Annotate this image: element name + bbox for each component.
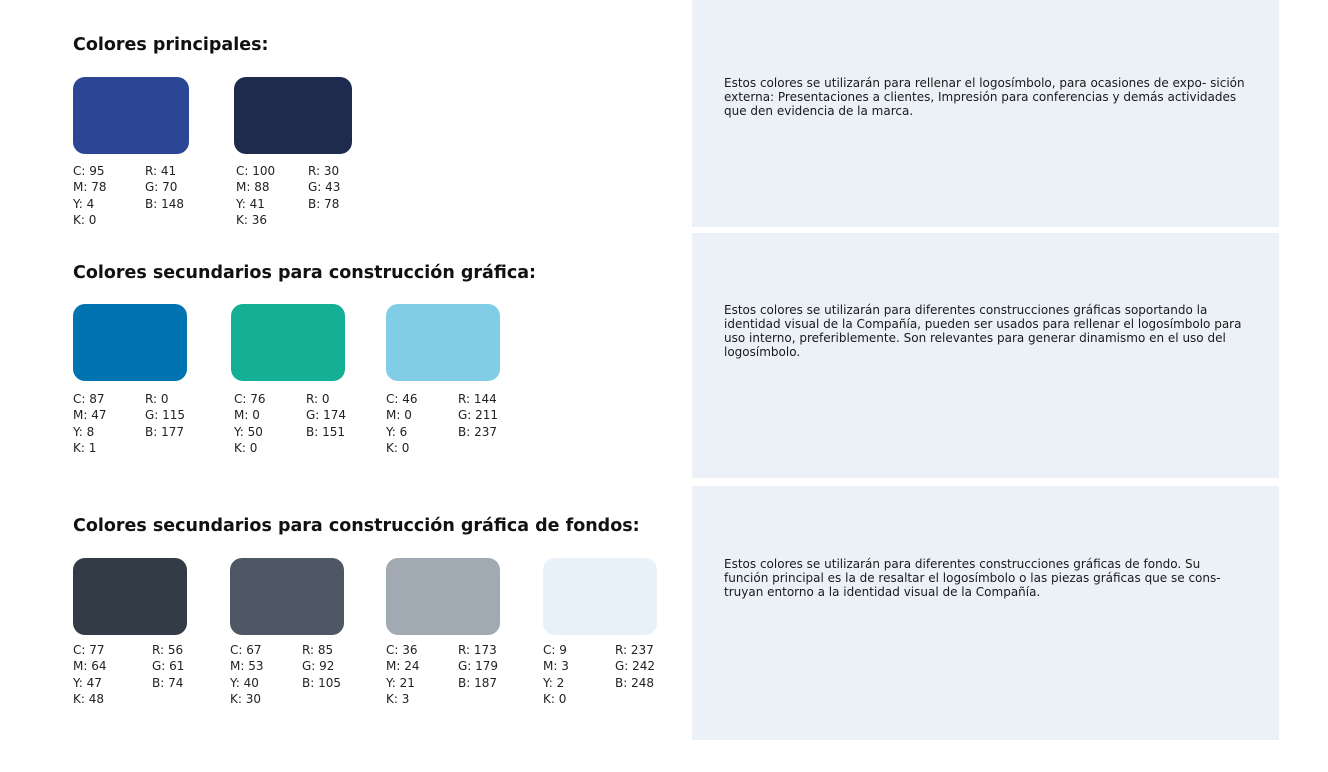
rgb-values xyxy=(615,642,655,691)
green-value: G: 43 xyxy=(308,180,341,195)
magenta-value: M: 88 xyxy=(236,180,270,195)
yellow-value: Y: 47 xyxy=(73,675,102,690)
rgb-values xyxy=(458,642,498,691)
key-value: K: 0 xyxy=(73,213,97,228)
cyan-value: C: 9 xyxy=(543,643,567,657)
cmyk-values xyxy=(234,391,266,457)
magenta-value: M: 3 xyxy=(543,659,569,674)
blue-value: B: 248 xyxy=(615,675,654,690)
green-value: G: 179 xyxy=(458,659,499,674)
cmyk-values xyxy=(236,163,275,229)
key-value: K: 30 xyxy=(230,692,261,707)
yellow-value: Y: 21 xyxy=(386,675,415,690)
green-value: G: 92 xyxy=(302,659,335,674)
key-value: K: 48 xyxy=(73,692,104,707)
cyan-value: C: 36 xyxy=(386,643,418,657)
description-panel-background xyxy=(692,486,1279,740)
red-value: R: 85 xyxy=(302,643,334,657)
cmyk-values xyxy=(230,642,263,708)
rgb-values xyxy=(458,391,498,440)
cyan-value: C: 76 xyxy=(234,392,266,406)
key-value: K: 0 xyxy=(543,692,567,707)
cyan-value: C: 100 xyxy=(236,164,276,178)
magenta-value: M: 0 xyxy=(386,408,412,423)
color-values xyxy=(236,163,366,227)
color-swatch xyxy=(386,558,500,635)
yellow-value: Y: 41 xyxy=(236,196,265,211)
key-value: K: 0 xyxy=(234,441,258,456)
blue-value: B: 148 xyxy=(145,196,184,211)
magenta-value: M: 24 xyxy=(386,659,420,674)
red-value: R: 41 xyxy=(145,164,177,178)
description-panel-primary xyxy=(692,0,1279,227)
color-values xyxy=(386,642,516,706)
description-text: Estos colores se utilizarán para diferentes construcciones gráficas de fondo. Su función principal es la de resaltar el logosímbolo o las piezas gráficas que se cons- truyan entorno a la identidad visual de la Compañía. xyxy=(724,557,1221,599)
color-values xyxy=(73,391,203,455)
cyan-value: C: 95 xyxy=(73,164,105,178)
color-swatch xyxy=(543,558,657,635)
blue-value: B: 78 xyxy=(308,196,340,211)
heading-background-colors: Colores secundarios para construcción gráfica de fondos: xyxy=(73,516,640,536)
red-value: R: 0 xyxy=(306,392,330,406)
color-values xyxy=(543,642,673,706)
cyan-value: C: 67 xyxy=(230,643,262,657)
magenta-value: M: 78 xyxy=(73,180,107,195)
cyan-value: C: 87 xyxy=(73,392,105,406)
red-value: R: 173 xyxy=(458,643,497,657)
color-swatch xyxy=(230,558,344,635)
color-values xyxy=(234,391,364,455)
magenta-value: M: 64 xyxy=(73,659,107,674)
magenta-value: M: 0 xyxy=(234,408,260,423)
color-swatch xyxy=(73,304,187,381)
cyan-value: C: 46 xyxy=(386,392,418,406)
heading-primary-colors: Colores principales: xyxy=(73,35,269,55)
green-value: G: 115 xyxy=(145,408,186,423)
color-swatch xyxy=(73,77,189,154)
blue-value: B: 151 xyxy=(306,424,345,439)
rgb-values xyxy=(302,642,341,691)
yellow-value: Y: 40 xyxy=(230,675,259,690)
key-value: K: 3 xyxy=(386,692,410,707)
color-values xyxy=(73,163,203,227)
red-value: R: 237 xyxy=(615,643,654,657)
yellow-value: Y: 2 xyxy=(543,675,565,690)
color-swatch xyxy=(231,304,345,381)
description-text: Estos colores se utilizarán para rellenar el logosímbolo, para ocasiones de expo- sición externa: Presentaciones a clientes, Impresión para conferencias y demás actividades que den evidencia de la marca. xyxy=(724,76,1245,118)
green-value: G: 174 xyxy=(306,408,347,423)
rgb-values xyxy=(152,642,184,691)
description-panel-secondary xyxy=(692,233,1279,478)
red-value: R: 30 xyxy=(308,164,340,178)
blue-value: B: 74 xyxy=(152,675,184,690)
heading-secondary-colors: Colores secundarios para construcción gráfica: xyxy=(73,263,536,283)
cmyk-values xyxy=(73,391,106,457)
color-values xyxy=(386,391,516,455)
green-value: G: 242 xyxy=(615,659,656,674)
magenta-value: M: 53 xyxy=(230,659,264,674)
color-swatch xyxy=(234,77,352,154)
color-swatch xyxy=(73,558,187,635)
yellow-value: Y: 4 xyxy=(73,196,95,211)
cmyk-values xyxy=(73,642,106,708)
blue-value: B: 237 xyxy=(458,424,497,439)
blue-value: B: 177 xyxy=(145,424,184,439)
color-values xyxy=(230,642,360,706)
cyan-value: C: 77 xyxy=(73,643,105,657)
key-value: K: 1 xyxy=(73,441,97,456)
key-value: K: 36 xyxy=(236,213,267,228)
color-values xyxy=(73,642,203,706)
key-value: K: 0 xyxy=(386,441,410,456)
red-value: R: 56 xyxy=(152,643,184,657)
cmyk-values xyxy=(73,163,106,229)
green-value: G: 61 xyxy=(152,659,185,674)
rgb-values xyxy=(145,163,184,212)
cmyk-values xyxy=(543,642,569,708)
rgb-values xyxy=(145,391,185,440)
yellow-value: Y: 6 xyxy=(386,424,408,439)
rgb-values xyxy=(308,163,340,212)
color-swatch xyxy=(386,304,500,381)
blue-value: B: 105 xyxy=(302,675,341,690)
red-value: R: 144 xyxy=(458,392,497,406)
rgb-values xyxy=(306,391,346,440)
description-text: Estos colores se utilizarán para diferentes construcciones gráficas soportando la identidad visual de la Compañía, pueden ser usados para rellenar el logosímbolo para uso interno, preferiblemente. Son relevantes para generar dinamismo en el uso del logosímbolo. xyxy=(724,303,1242,359)
yellow-value: Y: 50 xyxy=(234,424,263,439)
blue-value: B: 187 xyxy=(458,675,497,690)
cmyk-values xyxy=(386,391,418,457)
cmyk-values xyxy=(386,642,419,708)
red-value: R: 0 xyxy=(145,392,169,406)
yellow-value: Y: 8 xyxy=(73,424,95,439)
magenta-value: M: 47 xyxy=(73,408,107,423)
green-value: G: 70 xyxy=(145,180,178,195)
green-value: G: 211 xyxy=(458,408,499,423)
